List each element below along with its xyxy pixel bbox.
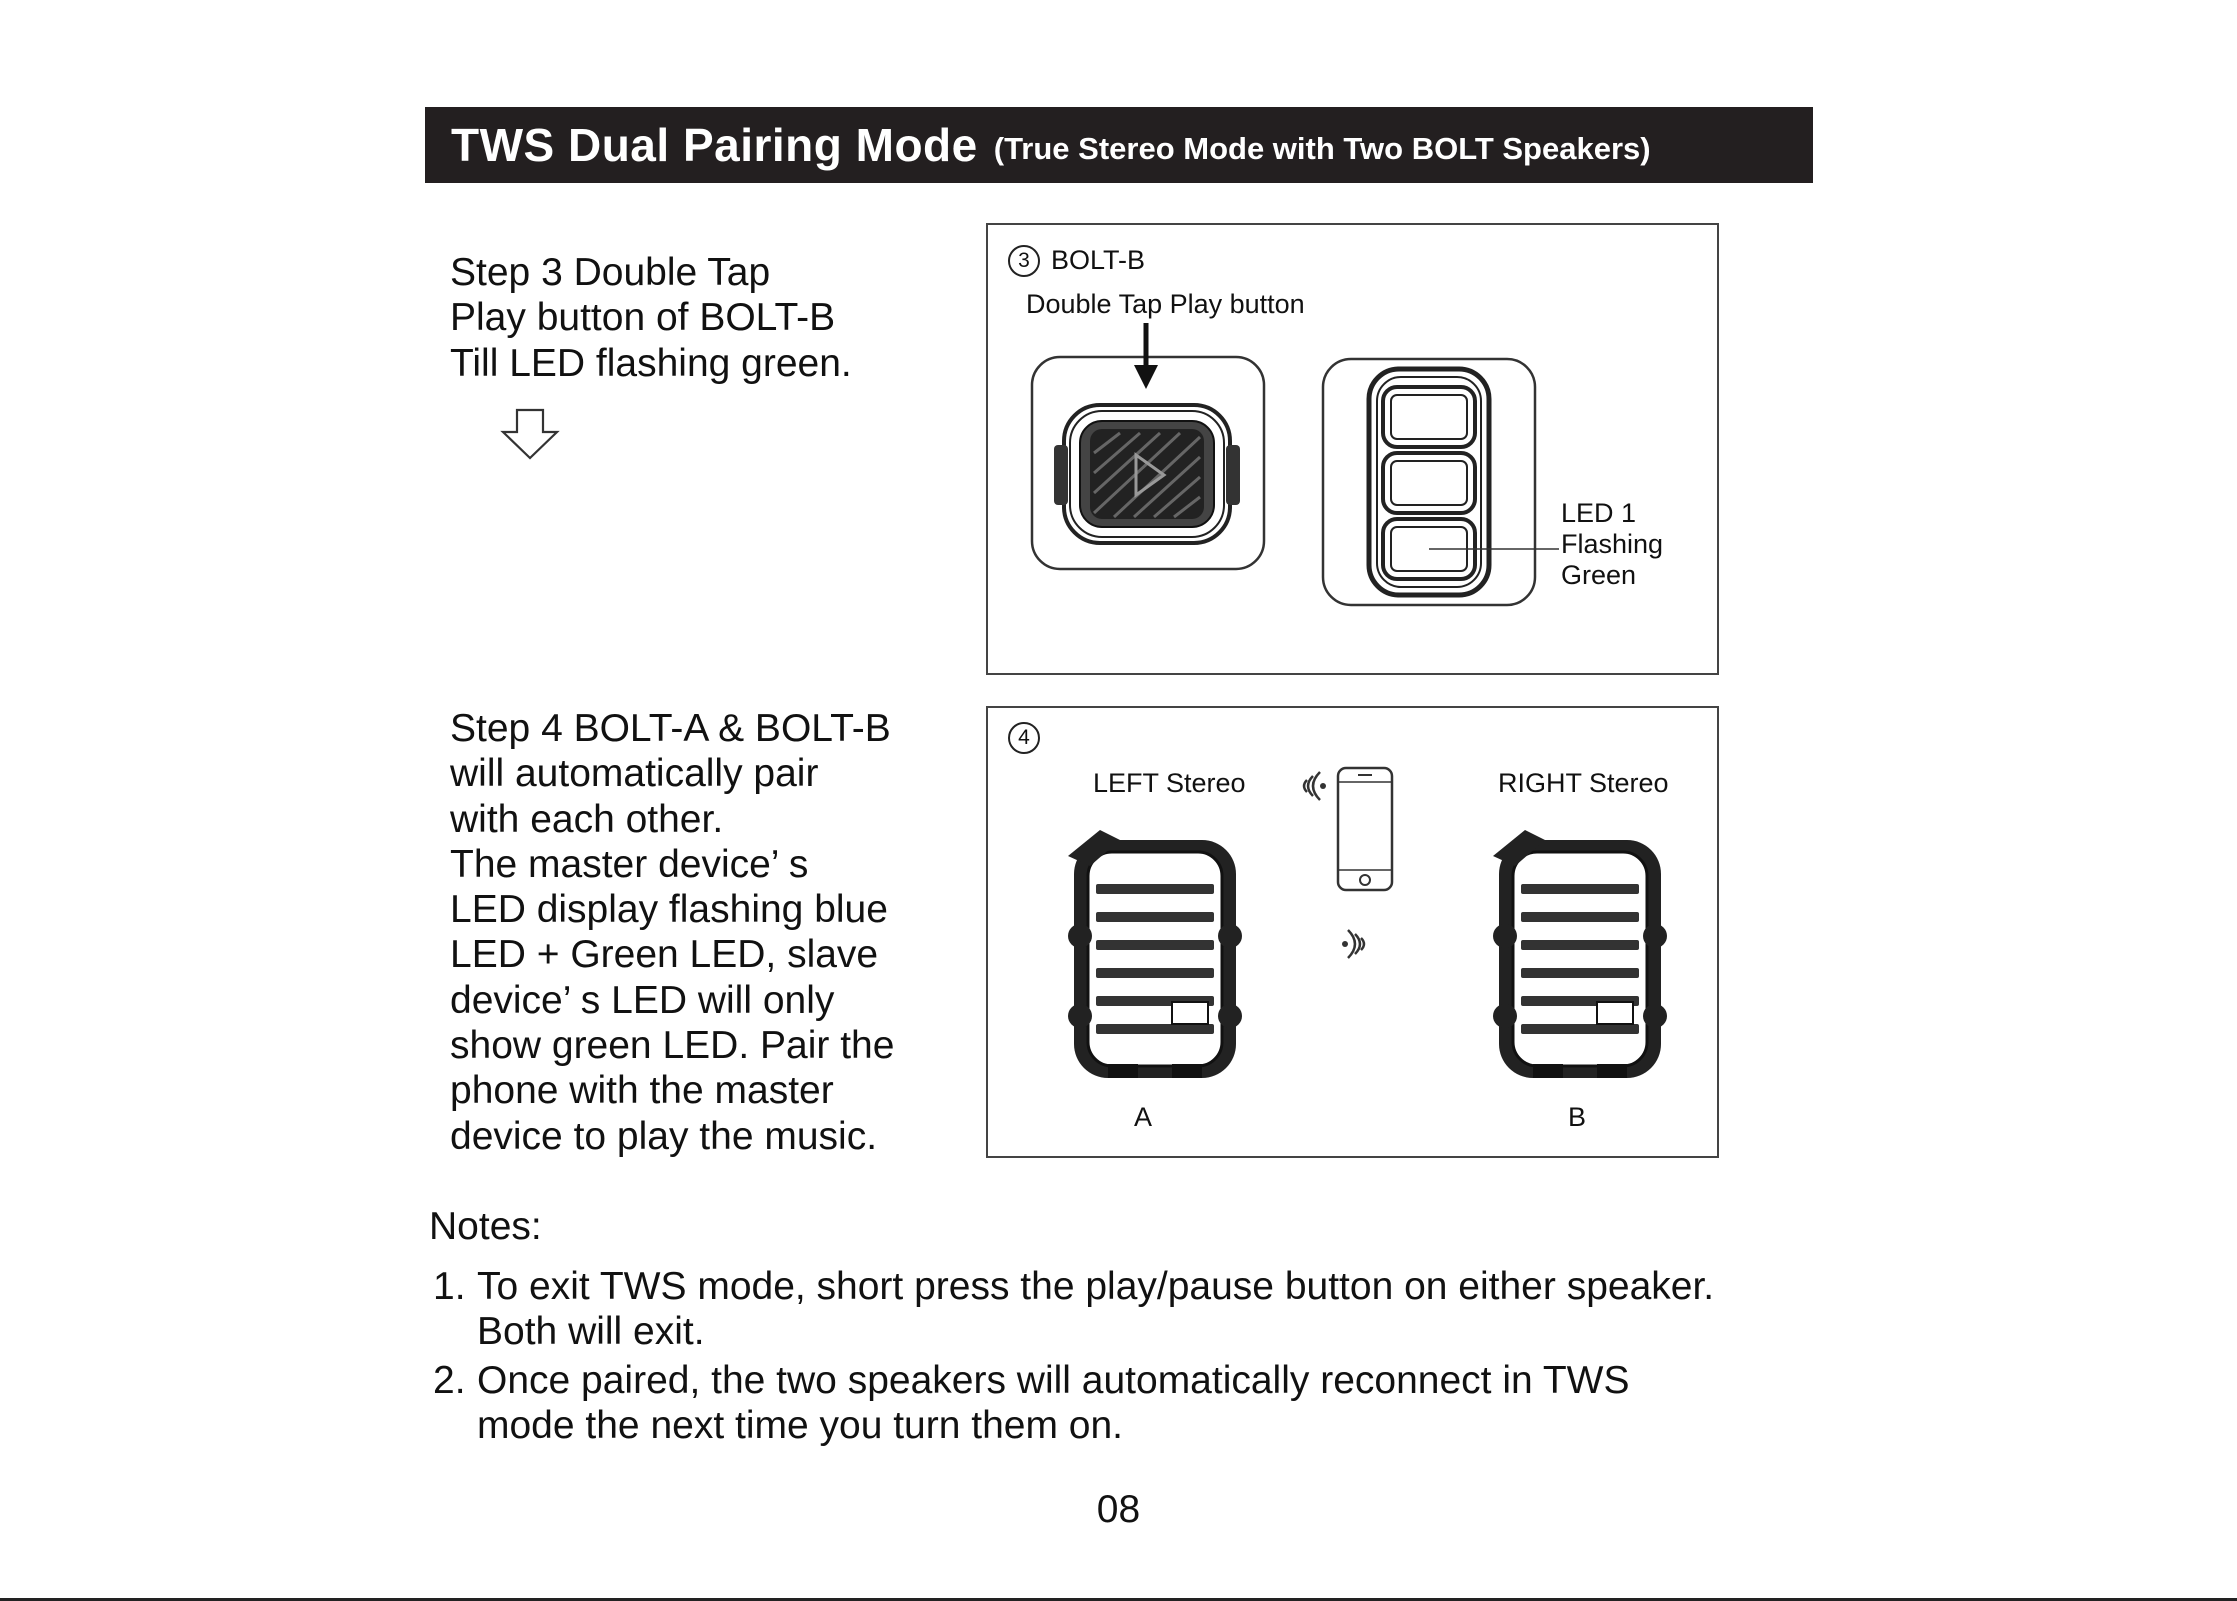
step4-line: device’ s LED will only xyxy=(450,978,835,1022)
wireless-signal-icon xyxy=(1342,924,1372,964)
step4-line: LED display flashing blue xyxy=(450,888,888,932)
section-title: TWS Dual Pairing Mode xyxy=(451,119,978,171)
note-line: mode the next time you turn them on. xyxy=(477,1404,1124,1448)
step-number-badge: 3 xyxy=(1008,245,1040,277)
section-header xyxy=(425,107,1813,183)
note-line: Both will exit. xyxy=(477,1310,705,1354)
step4-line: Step 4 BOLT-A & BOLT-B xyxy=(450,707,891,750)
section-subtitle: (True Stereo Mode with Two BOLT Speakers) xyxy=(993,131,1651,166)
led-indicator-label xyxy=(1561,498,1663,591)
speaker-a-label: A xyxy=(1134,1102,1153,1132)
note-line: To exit TWS mode, short press the play/pause button on either speaker. xyxy=(477,1265,1715,1308)
step4-line: device to play the music. xyxy=(450,1114,878,1158)
right-stereo-label: RIGHT Stereo xyxy=(1498,768,1669,798)
step4-illustration-panel xyxy=(986,706,1719,1158)
step3-line: Step 3 Double Tap xyxy=(450,251,771,294)
step-number-badge: 4 xyxy=(1008,722,1040,754)
step4-line: show green LED. Pair the xyxy=(450,1024,895,1068)
step4-line: phone with the master xyxy=(450,1069,834,1113)
notes-title: Notes: xyxy=(429,1205,542,1248)
action-label: Double Tap Play button xyxy=(1026,289,1305,319)
led-label-line: Green xyxy=(1561,560,1637,590)
wireless-signal-icon xyxy=(1296,766,1326,806)
step4-line: will automatically pair xyxy=(450,752,819,796)
speaker-top-icon xyxy=(1030,323,1266,573)
step3-line: Till LED flashing green. xyxy=(450,341,852,385)
note-number: 2. xyxy=(433,1359,466,1402)
device-label: BOLT-B xyxy=(1051,245,1146,275)
led-label-line: LED 1 xyxy=(1561,498,1637,528)
speaker-b-icon xyxy=(1485,826,1675,1082)
speaker-a-icon xyxy=(1060,826,1250,1082)
note-number: 1. xyxy=(433,1265,466,1308)
step4-line: with each other. xyxy=(450,797,724,841)
step4-line: LED + Green LED, slave xyxy=(450,933,879,977)
step4-line: The master device’ s xyxy=(450,842,809,886)
step3-line: Play button of BOLT-B xyxy=(450,296,836,340)
speaker-b-label: B xyxy=(1568,1102,1587,1132)
left-stereo-label: LEFT Stereo xyxy=(1093,768,1246,798)
down-arrow-icon xyxy=(500,408,560,460)
speaker-front-icon xyxy=(1321,357,1537,607)
step3-instructions xyxy=(450,250,852,386)
led-label-line: Flashing xyxy=(1561,529,1664,559)
step4-instructions xyxy=(450,706,894,1159)
step3-illustration-panel xyxy=(986,223,1719,675)
phone-icon xyxy=(1336,766,1394,892)
note-line: Once paired, the two speakers will automatically reconnect in TWS xyxy=(477,1359,1630,1402)
page-number: 08 xyxy=(1096,1488,1141,1531)
